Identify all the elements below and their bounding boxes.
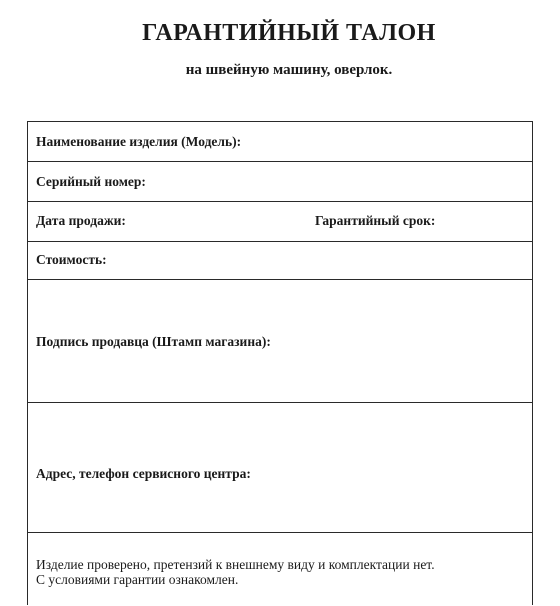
serial-row[interactable] <box>28 162 532 202</box>
price-row[interactable] <box>28 242 532 280</box>
model-row[interactable] <box>28 122 532 162</box>
model-label: Наименование изделия (Модель): <box>36 134 242 149</box>
service-center-label: Адрес, телефон сервисного центра: <box>36 466 251 481</box>
sale-date-label: Дата продажи: <box>36 213 126 228</box>
price-label: Стоимость: <box>36 252 107 267</box>
service-center-row[interactable] <box>28 403 532 533</box>
page-title: ГАРАНТИЙНЫЙ ТАЛОН <box>142 20 436 46</box>
seller-signature-label: Подпись продавца (Штамп магазина): <box>36 334 271 349</box>
page-subtitle: на швейную машину, оверлок. <box>185 62 393 78</box>
seller-signature-row[interactable] <box>28 280 532 403</box>
sale-date-row[interactable] <box>28 202 532 242</box>
warranty-form <box>27 121 533 605</box>
acceptance-row <box>28 533 532 606</box>
acceptance-line-2: С условиями гарантии ознакомлен. <box>36 572 239 587</box>
acceptance-line-1: Изделие проверено, претензий к внешнему виду и комплектации нет. <box>36 557 435 572</box>
warranty-term-label: Гарантийный срок: <box>315 213 436 228</box>
serial-label: Серийный номер: <box>36 174 146 189</box>
